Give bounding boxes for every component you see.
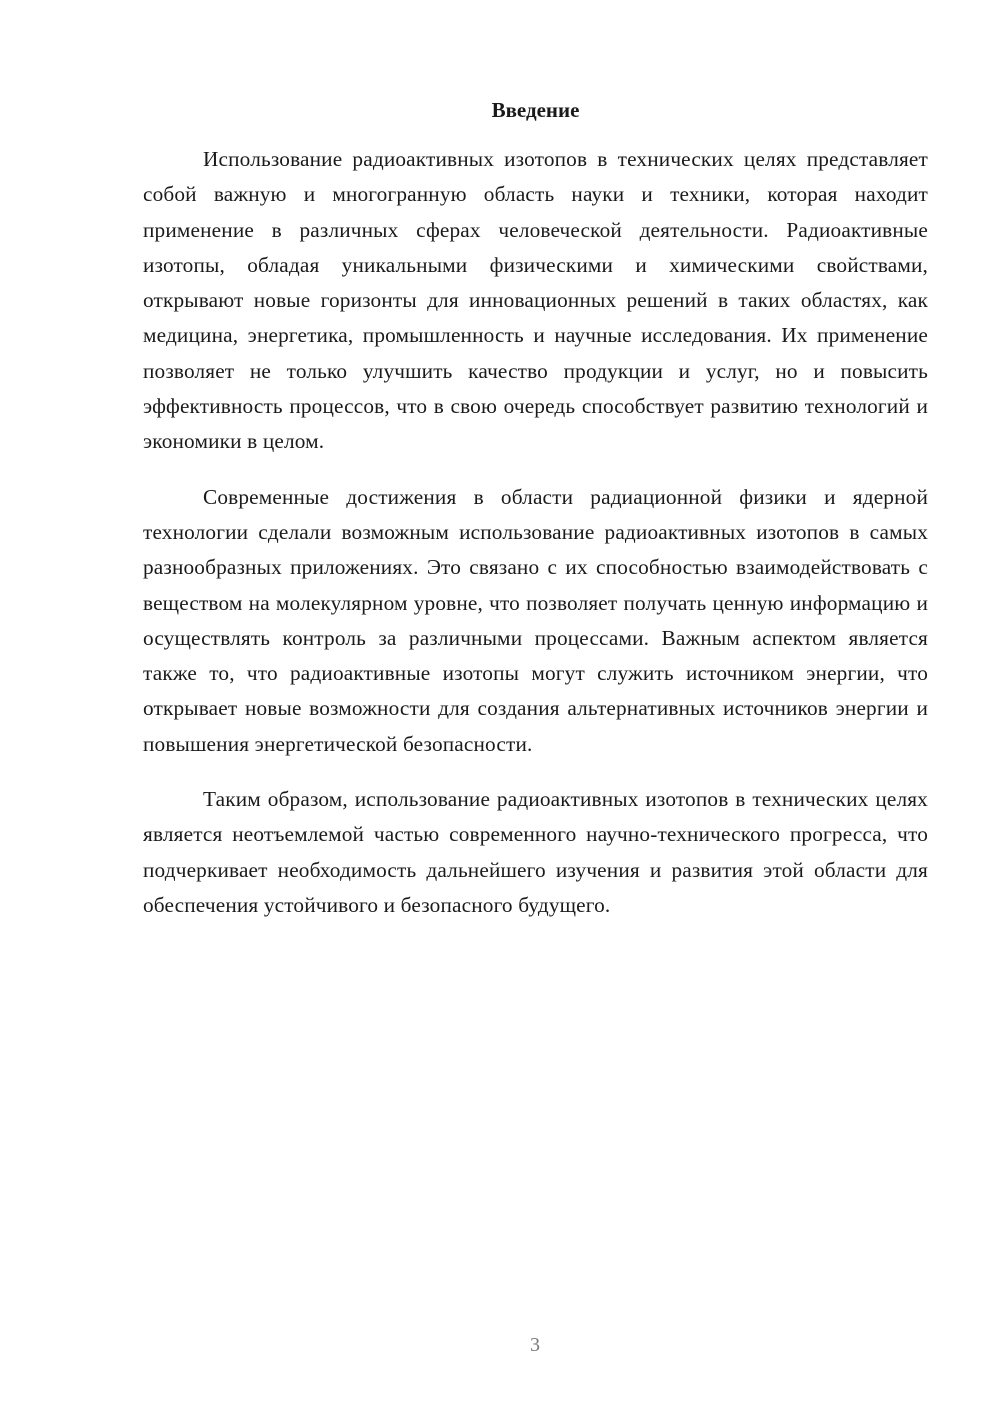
page-number: 3 (530, 1334, 540, 1356)
section-heading: Введение (491, 98, 580, 122)
page-content (143, 94, 928, 923)
paragraph-3: Таким образом, использование радиоактивных изотопов в технических целях является неотъемлемой частью современного научно-технического прогресса, что подчеркивает необходимость дальнейшего изучения и развития этой области для обеспечения устойчивого и безопасного будущего. (143, 787, 928, 917)
paragraph-2: Современные достижения в области радиационной физики и ядерной технологии сделали возможным использование радиоактивных изотопов в самых разнообразных приложениях. Это связано с их способностью взаимодействовать с веществом на молекулярном уровне, что позволяет получать ценную информацию и осуществлять контроль за различными процессами. Важным аспектом является также то, что радиоактивные изотопы могут служить источником энергии, что открывает новые возможности для создания альтернативных источников энергии и повышения энергетической безопасности. (143, 484, 928, 756)
paragraph-1: Использование радиоактивных изотопов в технических целях представляет собой важную и многогранную область науки и техники, которая находит применение в различных сферах человеческой деятельности. Радиоактивные изотопы, обладая уникальными физическими и химическими свойствами, открывают новые горизонты для инновационных решений в таких областях, как медицина, энергетика, промышленность и научные исследования. Их применение позволяет не только улучшить качество продукции и услуг, но и повысить эффективность процессов, что в свою очередь способствует развитию технологий и экономики в целом. (143, 147, 928, 454)
